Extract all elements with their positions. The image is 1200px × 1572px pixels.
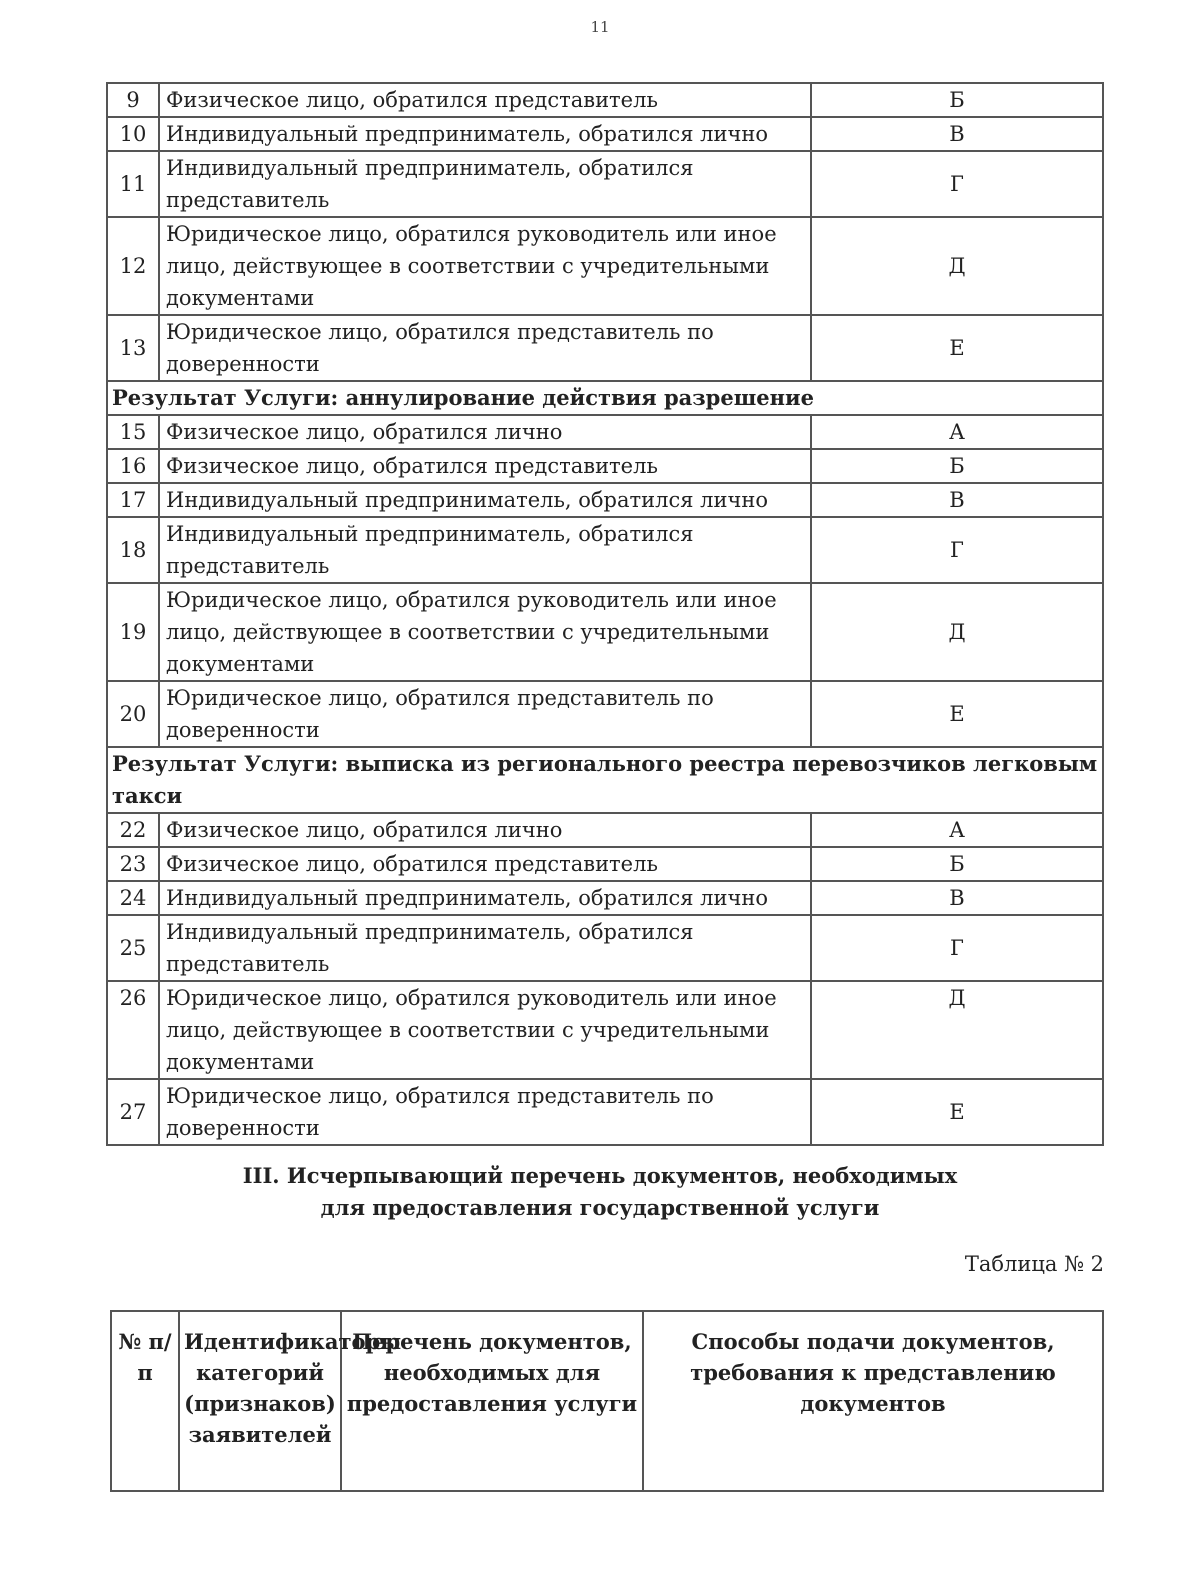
row-number: 15 [107, 415, 159, 449]
section-title: Результат Услуги: аннулирование действия разрешение [107, 381, 1103, 415]
row-description: Юридическое лицо, обратился представитель по доверенности [159, 1079, 811, 1145]
table-row [107, 847, 1103, 881]
section-row [107, 747, 1103, 813]
row-number: 11 [107, 151, 159, 217]
row-description: Физическое лицо, обратился лично [159, 415, 811, 449]
table-row [107, 813, 1103, 847]
row-description: Юридическое лицо, обратился руководитель или иное лицо, действующее в соответствии с учредительными документами [159, 217, 811, 315]
section-heading [0, 1160, 1200, 1224]
section-heading-line: для предоставления государственной услуги [320, 1195, 880, 1220]
row-number: 16 [107, 449, 159, 483]
row-code: В [811, 881, 1103, 915]
row-number: 25 [107, 915, 159, 981]
row-description: Индивидуальный предприниматель, обратился лично [159, 117, 811, 151]
row-code: Г [811, 517, 1103, 583]
table-header-row [111, 1311, 1103, 1491]
row-code: А [811, 415, 1103, 449]
row-code: Е [811, 1079, 1103, 1145]
column-header-submission-methods: Способы подачи документов, требования к представлению документов [643, 1311, 1103, 1491]
row-number: 12 [107, 217, 159, 315]
column-header-identifiers: Идентификаторы категорий (признаков) заявителей [179, 1311, 341, 1491]
row-description: Индивидуальный предприниматель, обратился представитель [159, 151, 811, 217]
row-code: Г [811, 915, 1103, 981]
table-row [107, 483, 1103, 517]
table-row [107, 583, 1103, 681]
column-header-document-list: Перечень документов, необходимых для предоставления услуги [341, 1311, 643, 1491]
row-description: Физическое лицо, обратился представитель [159, 847, 811, 881]
section-heading-line: III. Исчерпывающий перечень документов, необходимых [242, 1163, 958, 1188]
table-row [107, 217, 1103, 315]
row-number: 24 [107, 881, 159, 915]
row-code: Д [811, 981, 1103, 1079]
documents-table [110, 1310, 1104, 1492]
row-code: Б [811, 847, 1103, 881]
table-row [107, 449, 1103, 483]
row-description: Физическое лицо, обратился представитель [159, 449, 811, 483]
row-code: Е [811, 681, 1103, 747]
table-row [107, 415, 1103, 449]
table-row [107, 981, 1103, 1079]
column-header-number: № п/п [111, 1311, 179, 1491]
table-row [107, 315, 1103, 381]
row-number: 18 [107, 517, 159, 583]
section-title: Результат Услуги: выписка из регионального реестра перевозчиков легковым такси [107, 747, 1103, 813]
row-code: А [811, 813, 1103, 847]
row-description: Юридическое лицо, обратился представитель по доверенности [159, 681, 811, 747]
section-row [107, 381, 1103, 415]
page-number: 11 [590, 18, 610, 36]
table-row [107, 151, 1103, 217]
row-number: 27 [107, 1079, 159, 1145]
row-description: Юридическое лицо, обратился руководитель или иное лицо, действующее в соответствии с учредительными документами [159, 583, 811, 681]
table-row [107, 83, 1103, 117]
table-row [107, 881, 1103, 915]
row-code: Г [811, 151, 1103, 217]
row-description: Юридическое лицо, обратился руководитель или иное лицо, действующее в соответствии с учредительными документами [159, 981, 811, 1079]
table-row [107, 681, 1103, 747]
table-label: Таблица № 2 [964, 1252, 1104, 1276]
applicant-categories-table [106, 82, 1104, 1146]
row-description: Физическое лицо, обратился представитель [159, 83, 811, 117]
row-description: Индивидуальный предприниматель, обратился представитель [159, 517, 811, 583]
row-code: Д [811, 583, 1103, 681]
row-number: 23 [107, 847, 159, 881]
row-code: Б [811, 449, 1103, 483]
row-description: Индивидуальный предприниматель, обратился лично [159, 881, 811, 915]
row-code: Б [811, 83, 1103, 117]
row-number: 22 [107, 813, 159, 847]
row-description: Индивидуальный предприниматель, обратился лично [159, 483, 811, 517]
row-code: Д [811, 217, 1103, 315]
row-number: 13 [107, 315, 159, 381]
row-number: 26 [107, 981, 159, 1079]
row-number: 9 [107, 83, 159, 117]
row-number: 19 [107, 583, 159, 681]
row-description: Юридическое лицо, обратился представитель по доверенности [159, 315, 811, 381]
row-code: В [811, 117, 1103, 151]
table-row [107, 915, 1103, 981]
table-row [107, 517, 1103, 583]
row-number: 20 [107, 681, 159, 747]
row-code: Е [811, 315, 1103, 381]
table-row [107, 117, 1103, 151]
row-number: 17 [107, 483, 159, 517]
row-number: 10 [107, 117, 159, 151]
row-code: В [811, 483, 1103, 517]
row-description: Индивидуальный предприниматель, обратился представитель [159, 915, 811, 981]
table-row [107, 1079, 1103, 1145]
row-description: Физическое лицо, обратился лично [159, 813, 811, 847]
